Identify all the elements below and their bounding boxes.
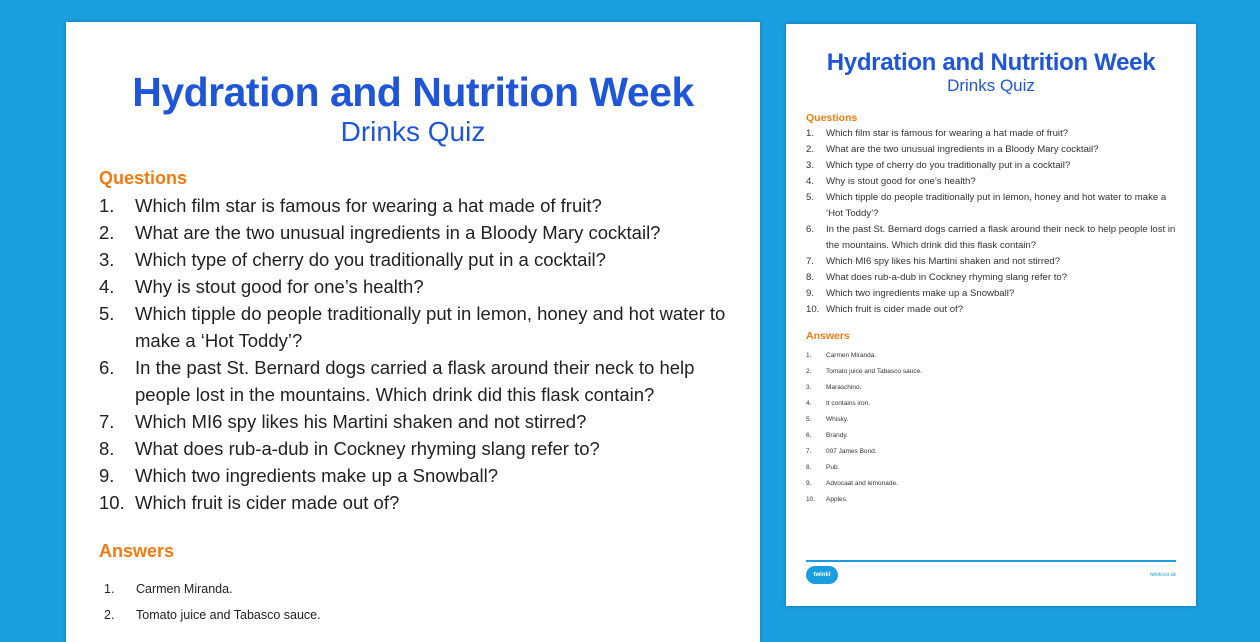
thumb-question-item: 7. Which MI6 spy likes his Martini shaken and not stirred? — [806, 256, 1061, 267]
thumb-answer-item: 2. Tomato juice and Tabasco sauce. — [806, 368, 922, 375]
question-item: 7. Which MI6 spy likes his Martini shaken and not stirred? — [99, 411, 587, 432]
thumb-question-item: 10. Which fruit is cider made out of? — [806, 304, 964, 315]
thumb-question-item: 8. What does rub-a-dub in Cockney rhyming slang refer to? — [806, 272, 1068, 283]
twinkl-logo: twinkl — [806, 566, 838, 584]
page-title: Hydration and Nutrition Week — [132, 69, 694, 115]
question-item: 10. Which fruit is cider made out of? — [99, 492, 400, 513]
question-item: 9. Which two ingredients make up a Snowball? — [99, 465, 498, 486]
thumb-subtitle: Drinks Quiz — [947, 76, 1035, 95]
thumb-question-item: 5. Which tipple do people traditionally put in lemon, honey and hot water to make a ‘Hot Toddy’? — [806, 192, 1167, 219]
thumb-question-item: 9. Which two ingredients make up a Snowball? — [806, 288, 1015, 299]
thumb-title: Hydration and Nutrition Week — [826, 49, 1156, 76]
question-item: 3. Which type of cherry do you traditionally put in a cocktail? — [99, 249, 606, 270]
thumb-question-item: 4. Why is stout good for one’s health? — [806, 176, 976, 187]
thumb-question-item: 6. In the past St. Bernard dogs carried a flask around their neck to help people lost in the mountains. Which drink did this flask contain? — [806, 224, 1176, 251]
thumb-answer-item: 1. Carmen Miranda. — [806, 352, 877, 359]
thumb-question-item: 3. Which type of cherry do you traditionally put in a cocktail? — [806, 160, 1071, 171]
question-item: 8. What does rub-a-dub in Cockney rhyming slang refer to? — [99, 438, 600, 459]
question-item: 6. In the past St. Bernard dogs carried a flask around their neck to help people lost in the mountains. Which drink did this flask contain? — [99, 357, 695, 405]
large-page-preview — [66, 22, 760, 642]
thumb-answers-list — [786, 348, 1196, 508]
thumb-answer-item: 8. Pub. — [806, 464, 840, 471]
answers-heading: Answers — [99, 541, 175, 561]
thumb-answer-item: 4. It contains iron. — [806, 400, 871, 407]
question-item: 5. Which tipple do people traditionally put in lemon, honey and hot water to make a ‘Hot Toddy’? — [99, 303, 726, 351]
answers-list — [66, 576, 760, 628]
thumb-answer-item: 7. 007 James Bond. — [806, 448, 877, 455]
answer-item: 2. Tomato juice and Tabasco sauce. — [104, 608, 321, 622]
answer-item: 1. Carmen Miranda. — [104, 582, 233, 596]
footer-divider — [806, 560, 1176, 562]
thumb-questions-list — [786, 126, 1196, 318]
thumb-questions-heading: Questions — [806, 112, 858, 124]
thumb-answer-item: 5. Whisky. — [806, 416, 849, 423]
thumb-answers-heading: Answers — [806, 330, 850, 342]
thumb-answer-item: 9. Advocaat and lemonade. — [806, 480, 898, 487]
thumb-question-item: 1. Which film star is famous for wearing a hat made of fruit? — [806, 128, 1069, 139]
thumb-question-item: 2. What are the two unusual ingredients in a Bloody Mary cocktail? — [806, 144, 1099, 155]
thumb-answer-item: 6. Brandy. — [806, 432, 848, 439]
thumb-answer-item: 3. Maraschino. — [806, 384, 862, 391]
questions-heading: Questions — [99, 168, 188, 188]
page-subtitle: Drinks Quiz — [340, 116, 486, 147]
thumb-answer-item: 10. Apples. — [806, 496, 848, 503]
footer-url: twinkl.co.uk — [1150, 572, 1176, 578]
question-item: 1. Which film star is famous for wearing a hat made of fruit? — [99, 195, 602, 216]
question-item: 2. What are the two unusual ingredients in a Bloody Mary cocktail? — [99, 222, 661, 243]
question-item: 4. Why is stout good for one’s health? — [99, 276, 424, 297]
questions-list — [66, 192, 760, 516]
full-page-thumbnail — [786, 24, 1196, 606]
